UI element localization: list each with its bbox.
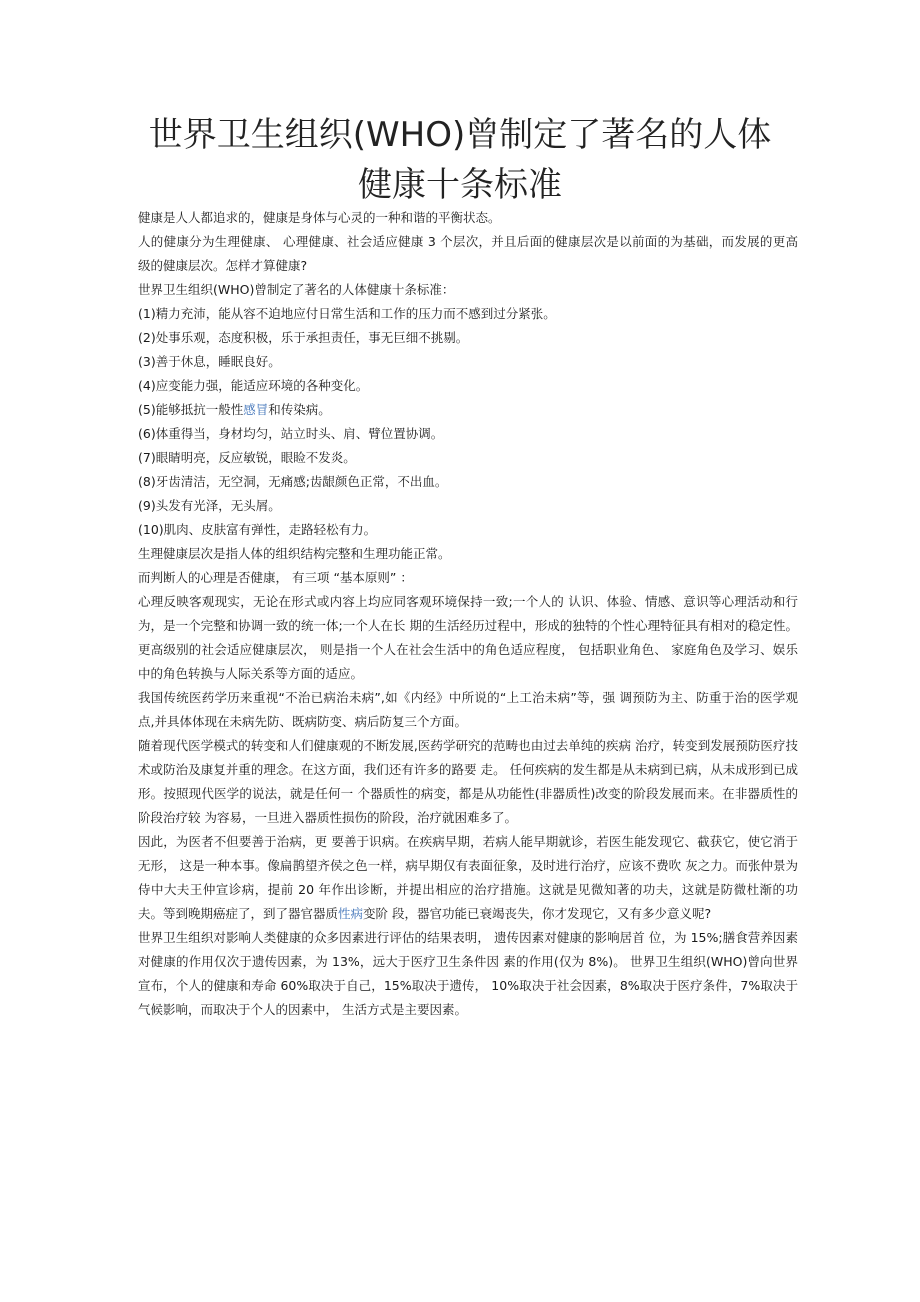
sexual-disease-link[interactable]: 性病 [338,906,364,921]
standard-item: (7)眼睛明亮，反应敏锐，眼睑不发炎。 [138,450,356,465]
standard-item: (10)肌肉、皮肤富有弹性，走路轻松有力。 [138,522,377,537]
disease-text-before: 因此，为医者不但要善于治病，更 要善于识病。在疾病早期，若病人能早期就诊，若医生能发现它、截获它，使它消于无形， 这是一种本事。像扁鹊望齐侯之色一样，病早期仅有表面征象，及时进行治疗，应该不费吹 灰之力。而张仲景为侍中大夫王仲宣诊病，提前 20 年作出诊断，并提出相应的治疗措施。这就是见微知著的功夫，这就是防微杜渐的功夫。等到晚期癌症了，到了器官器质 [138,834,798,921]
standard-item: (6)体重得当，身材均匀，站立时头、肩、臂位置协调。 [138,426,444,441]
standard-item: (8)牙齿清洁，无空洞，无痛感;齿龈颜色正常，不出血。 [138,474,448,489]
cold-link[interactable]: 感冒 [243,402,269,417]
body-paragraph: 生理健康层次是指人体的组织结构完整和生理功能正常。 [138,546,451,561]
body-paragraph: 而判断人的心理是否健康， 有三项 “基本原则” ： [138,570,413,585]
standard-5-text-before: (5)能够抵抗一般性 [138,402,244,417]
body-paragraph: 随着现代医学模式的转变和人们健康观的不断发展,医药学研究的范畴也由过去单纯的疾病 治疗，转变到发展预防医疗技术或防治及康复并重的理念。在这方面，我们还有许多的路要 走。 任何疾病的发生都是从未病到已病，从未成形到已成形。按照现代医学的说法，就是任何一 个器质性的病变，都是从功能性(非器质性)改变的阶段发展而来。在非器质性的阶段治疗较 为容易，一旦进入器质性损伤的阶段，治疗就困难多了。 [138,738,798,825]
standard-item: (3)善于休息，睡眠良好。 [138,354,281,369]
standard-item: (9)头发有光泽，无头屑。 [138,498,281,513]
intro-paragraph: 人的健康分为生理健康、 心理健康、社会适应健康 3 个层次，并且后面的健康层次是以前面的为基础，而发展的更高 级的健康层次。怎样才算健康? [138,234,798,273]
document-body [138,206,798,1022]
body-paragraph [138,830,798,926]
document-title [130,110,790,210]
title-line-1: 世界卫生组织(WHO)曾制定了著名的人体 [148,115,772,155]
body-paragraph: 心理反映客观现实，无论在形式或内容上均应同客观环境保持一致;一个人的 认识、体验、情感、意识等心理活动和行为，是一个完整和协调一致的统一体;一个人在长 期的生活经历过程中，形成的独特的个性心理特征具有相对的稳定性。 更高级别的社会适应健康层次， 则是指一个人在社会生活中的角色适应程度， 包括职业角色、 家庭角色及学习、娱乐中的角色转换与人际关系等方面的适应。 [138,594,798,681]
intro-paragraph: 健康是人人都追求的，健康是身体与心灵的一种和谐的平衡状态。 [138,210,501,225]
intro-paragraph: 世界卫生组织(WHO)曾制定了著名的人体健康十条标准： [138,282,455,297]
standard-5-text-after: 和传染病。 [268,402,331,417]
standard-item [138,398,798,422]
title-line-2: 健康十条标准 [358,165,562,205]
disease-text-after: 变阶 段，器官功能已衰竭丧失，你才发现它，又有多少意义呢? [363,906,712,921]
body-paragraph: 世界卫生组织对影响人类健康的众多因素进行评估的结果表明， 遗传因素对健康的影响居首 位，为 15%;膳食营养因素对健康的作用仅次于遗传因素，为 13%，远大于医疗卫生条件因 素的作用(仅为 8%)。 世界卫生组织(WHO)曾向世界宣布，个人的健康和寿命 60%取决于自己，15%取决于遗传， 10%取决于社会因素，8%取决于医疗条件，7%取决于气候影响，而取决于个人的因素中， 生活方式是主要因素。 [138,930,798,1017]
body-paragraph: 我国传统医药学历来重视“不治已病治未病”,如《内经》中所说的“上工治未病”等，强 调预防为主、防重于治的医学观点,并具体体现在未病先防、既病防变、病后防复三个方面。 [138,690,798,729]
standard-item: (2)处事乐观，态度积极，乐于承担责任，事无巨细不挑剔。 [138,330,469,345]
standard-item: (4)应变能力强，能适应环境的各种变化。 [138,378,369,393]
standard-item: (1)精力充沛，能从容不迫地应付日常生活和工作的压力而不感到过分紧张。 [138,306,556,321]
